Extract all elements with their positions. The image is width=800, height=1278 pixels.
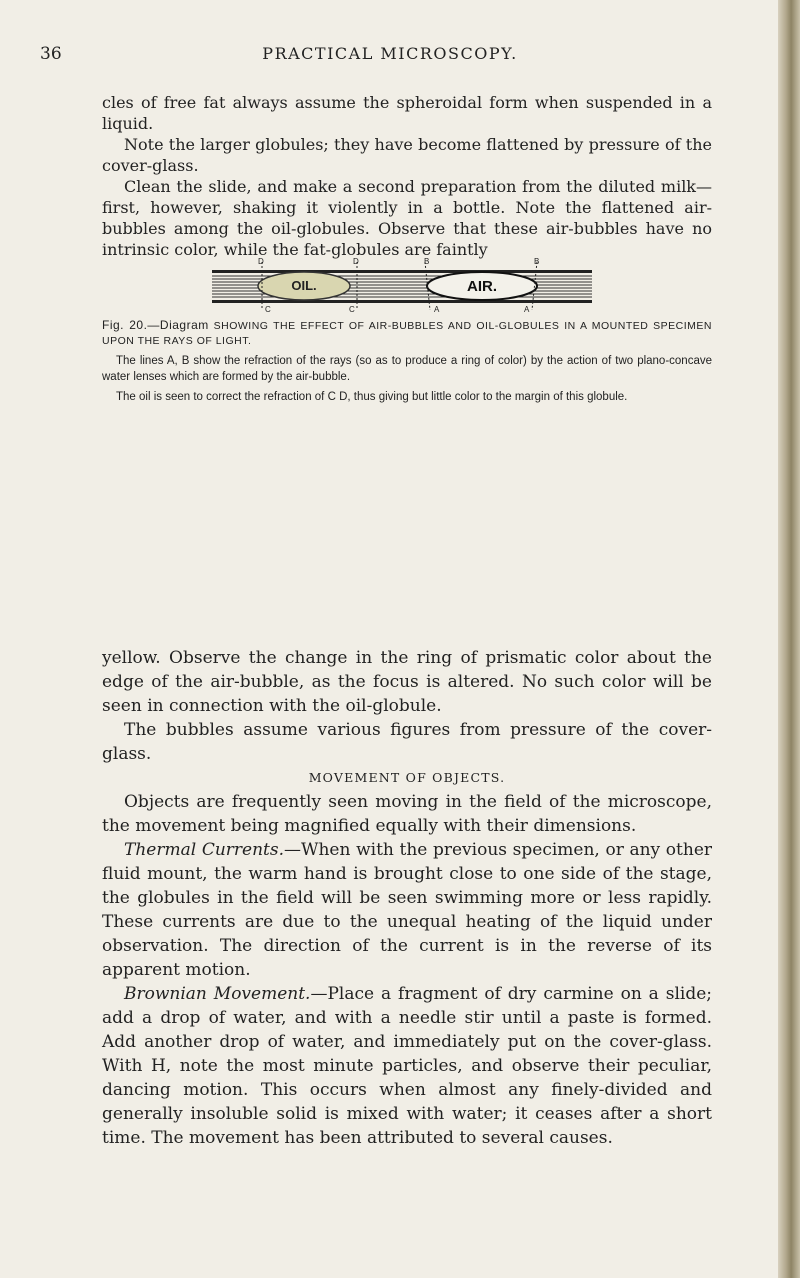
cover-glass-bar	[212, 270, 592, 273]
body-paragraph-3: Objects are frequently seen moving in the field of the microscope, the movement being magnified equally with their dimensions.	[102, 792, 712, 836]
letter-c1: C	[265, 305, 271, 314]
caption-line-2: The oil is seen to correct the refraction of C D, thus giving but little color to the margin of this globule.	[116, 391, 628, 403]
slide-bar	[212, 300, 592, 303]
caption-lead: Fig. 20.—Diagram	[102, 318, 209, 332]
diagram-figure	[212, 258, 592, 314]
caption-title	[102, 318, 712, 349]
letter-d1: D	[258, 258, 264, 266]
page-number: 36	[40, 44, 62, 64]
intro-paragraph-2: Note the larger globules; they have become flattened by pressure of the cover-glass.	[102, 135, 712, 175]
body-paragraph-1: yellow. Observe the change in the ring of prismatic color about the edge of the air-bubble, as the focus is altered. No such color will be seen in connection with the oil-globule.	[102, 648, 712, 716]
running-head: PRACTICAL MICROSCOPY.	[262, 44, 518, 63]
main-text	[102, 646, 712, 1150]
body-paragraph-5	[102, 982, 712, 1150]
caption-title-rest: SHOWING THE EFFECT OF AIR-BUBBLES AND OIL-GLOBULES IN A MOUNTED SPECIMEN UPON THE RAYS OF LIGHT.	[102, 320, 712, 347]
letter-c2: C	[349, 305, 355, 314]
intro-text	[102, 92, 712, 260]
thermal-currents-text: —When with the previous specimen, or any other fluid mount, the warm hand is brought close to one side of the stage, the globules in the field will be seen swimming more or less rapidly. These currents are due to the unequal heating of the liquid under observation. The direction of the current is in the reverse of its apparent motion.	[102, 840, 713, 980]
book-edge	[778, 0, 800, 1278]
figure-caption	[102, 318, 712, 405]
letter-b2: B	[534, 258, 540, 266]
thermal-currents-title: Thermal Currents.	[124, 840, 284, 860]
intro-paragraph-3: Clean the slide, and make a second preparation from the diluted milk—first, however, shaking it violently in a bottle. Note the flattened air-bubbles among the oil-globules. Observe that these air-bubbles have no intrinsic color, while the fat-globules are faintly	[102, 177, 712, 259]
caption-line-1: The lines A, B show the refraction of the rays (so as to produce a ring of color) by the action of two plano-concave water lenses which are formed by the air-bubble.	[102, 355, 712, 383]
oil-label: OIL.	[291, 278, 317, 293]
letter-b1: B	[424, 258, 430, 266]
letter-d2: D	[353, 258, 359, 266]
brownian-movement-text: —Place a fragment of dry carmine on a slide; add a drop of water, and with a needle stir until a paste is formed. Add another drop of water, and immediately put on the cover-glass. With H, note the most minute particles, and observe their peculiar, dancing motion. This occurs when almost any finely-divided and generally insoluble solid is mixed with water; it ceases after a short time. The movement has been attributed to several causes.	[102, 984, 712, 1148]
letter-a1: A	[434, 305, 440, 314]
brownian-movement-title: Brownian Movement.	[124, 984, 311, 1004]
intro-paragraph-1: cles of free fat always assume the spheroidal form when suspended in a liquid.	[102, 93, 712, 133]
top-letters	[258, 258, 539, 266]
body-paragraph-4	[102, 838, 712, 982]
bottom-letters	[265, 305, 530, 314]
body-paragraph-2: The bubbles assume various figures from pressure of the cover-glass.	[102, 720, 712, 764]
section-heading: MOVEMENT OF OBJECTS.	[308, 770, 506, 785]
air-label: AIR.	[467, 278, 497, 295]
letter-a2: A	[524, 305, 530, 314]
